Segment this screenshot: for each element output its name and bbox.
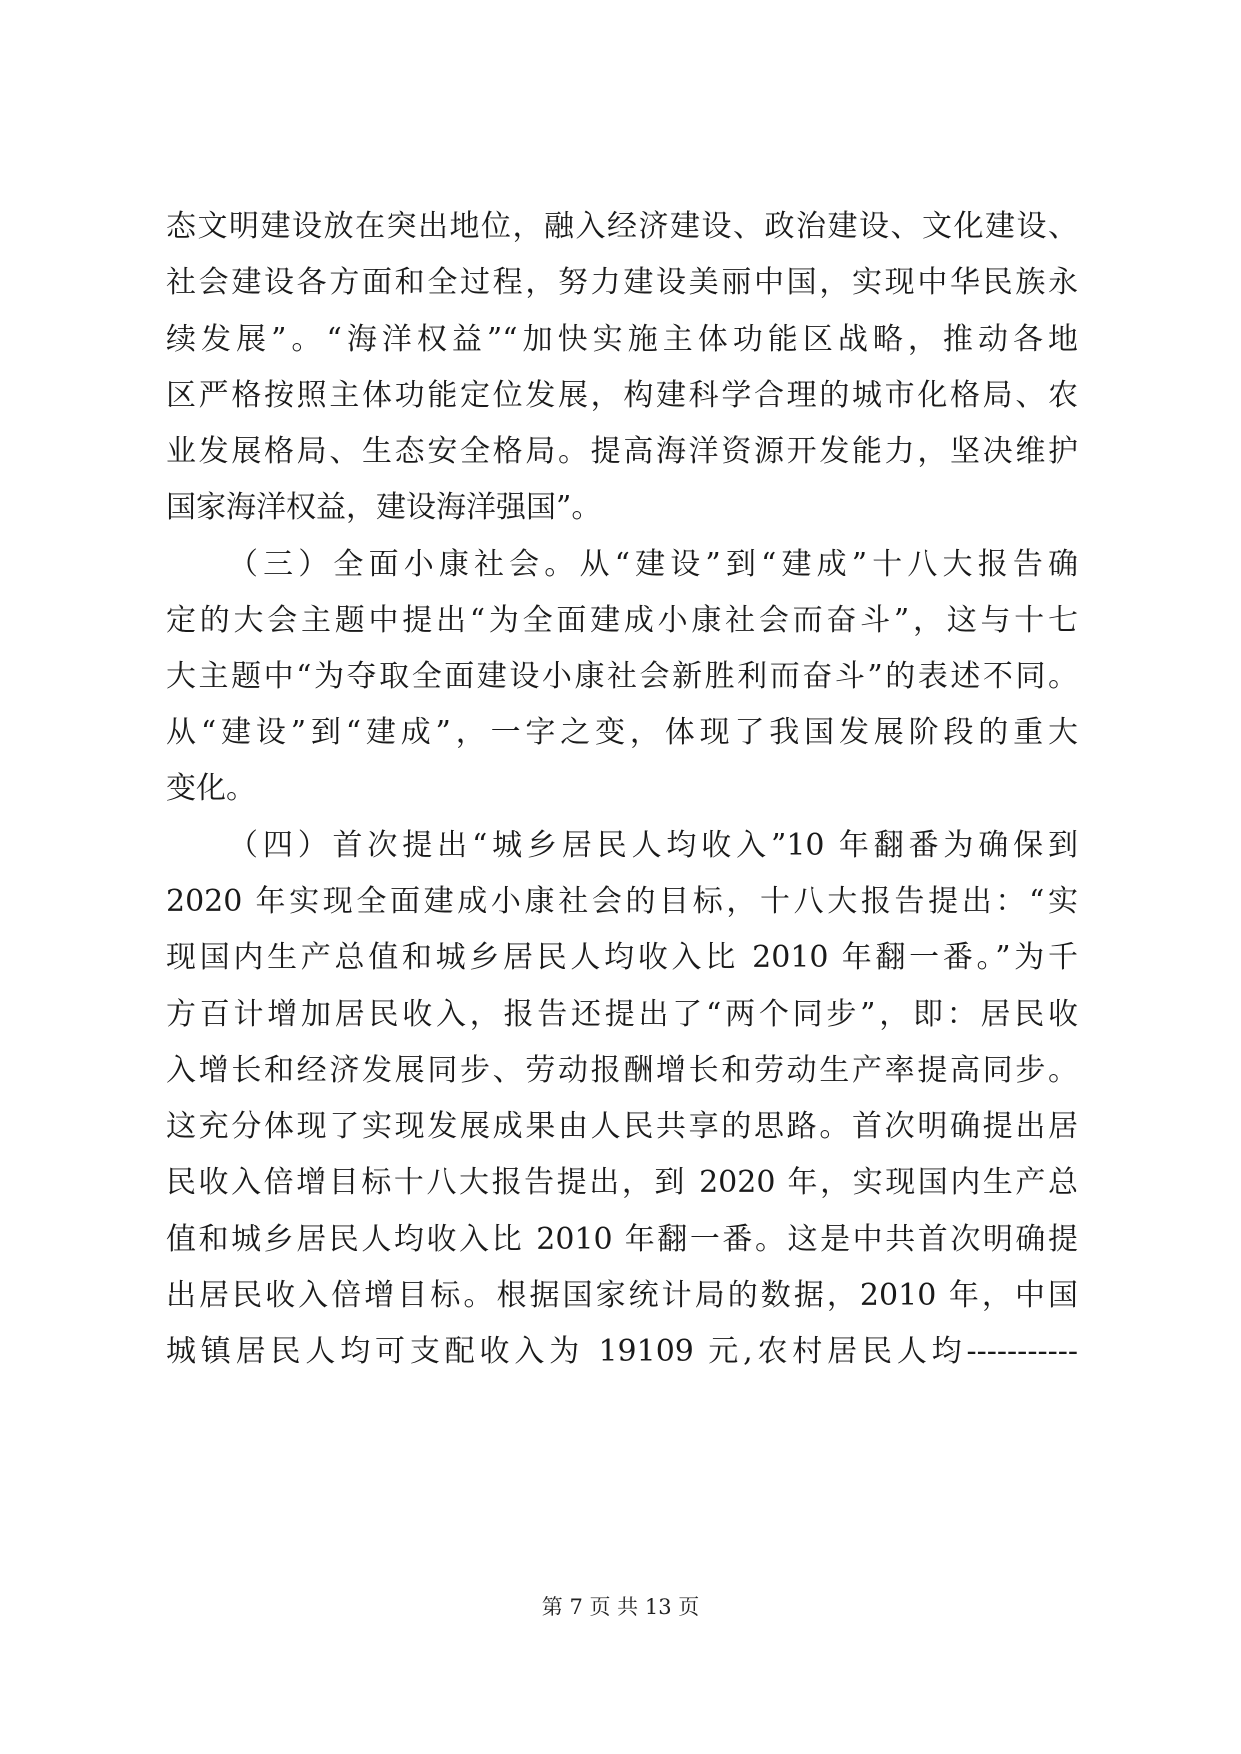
- body-line-19: 值和城乡居民人均收入比 2010 年翻一番。这是中共首次明确提: [166, 1222, 1078, 1257]
- body-line-2: 社会建设各方面和全过程，努力建设美丽中国，实现中华民族永: [166, 265, 1078, 300]
- body-line-20: 出居民收入倍增目标。根据国家统计局的数据，2010 年，中国: [166, 1278, 1078, 1313]
- body-line-11: 变化。: [166, 771, 256, 806]
- body-line-10: 从“建设”到“建成”，一字之变，体现了我国发展阶段的重大: [166, 715, 1078, 750]
- body-line-18: 民收入倍增目标十八大报告提出，到 2020 年，实现国内生产总: [166, 1165, 1078, 1200]
- section-heading-4: （四）首次提出“城乡居民人均收入”10 年翻番为确保到: [228, 828, 1078, 863]
- body-line-5: 业发展格局、生态安全格局。提高海洋资源开发能力，坚决维护: [166, 434, 1078, 469]
- body-line-4: 区严格按照主体功能定位发展，构建科学合理的城市化格局、农: [166, 378, 1078, 413]
- body-line-9: 大主题中“为夺取全面建设小康社会新胜利而奋斗”的表述不同。: [166, 659, 1078, 694]
- body-line-6: 国家海洋权益，建设海洋强国”。: [166, 490, 602, 525]
- body-line-21: 城镇居民人均可支配收入为 19109 元,农村居民人均-----------: [166, 1334, 1078, 1369]
- body-line-13: 2020 年实现全面建成小康社会的目标，十八大报告提出：“实: [166, 884, 1078, 919]
- body-line-15: 方百计增加居民收入，报告还提出了“两个同步”，即：居民收: [166, 997, 1078, 1032]
- body-line-8: 定的大会主题中提出“为全面建成小康社会而奋斗”，这与十七: [166, 603, 1078, 638]
- body-line-17: 这充分体现了实现发展成果由人民共享的思路。首次明确提出居: [166, 1109, 1078, 1144]
- body-line-16: 入增长和经济发展同步、劳动报酬增长和劳动生产率提高同步。: [166, 1053, 1078, 1088]
- page-number-footer: 第 7 页 共 13 页: [541, 1595, 700, 1619]
- body-line-1: 态文明建设放在突出地位，融入经济建设、政治建设、文化建设、: [166, 209, 1078, 244]
- body-line-3: 续发展”。“海洋权益”“加快实施主体功能区战略，推动各地: [166, 322, 1078, 357]
- body-line-14: 现国内生产总值和城乡居民人均收入比 2010 年翻一番。”为千: [166, 940, 1078, 975]
- section-heading-3: （三）全面小康社会。从“建设”到“建成”十八大报告确: [228, 547, 1078, 582]
